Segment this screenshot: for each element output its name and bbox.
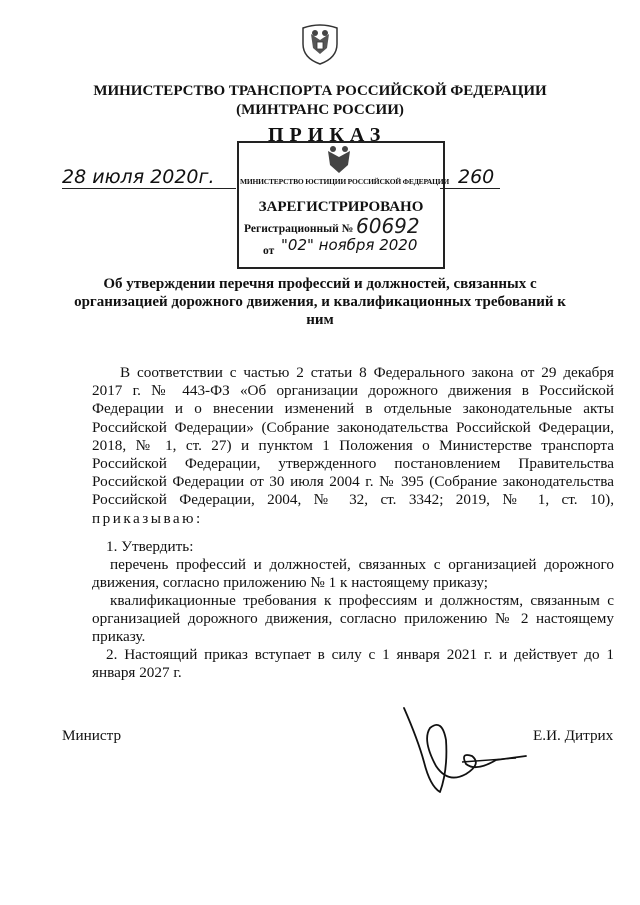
item-1-heading: 1. Утвердить: [106,538,194,555]
coat-of-arms-icon [297,20,343,66]
order-number: 260 [458,166,495,188]
stamp-reg-date: "02" ноября 2020 [281,236,418,254]
preamble-command: приказываю: [92,509,203,527]
order-date: 28 июля 2020г. [62,166,215,188]
preamble-text: В соответствии с частью 2 статьи 8 Федерального закона от 29 декабря 2017 г. № 443-ФЗ «Об организации дорожного движения в Российской Федерации и о внесении изменений в отдельные законодательные акты Российской Федерации» (Собрание законодательства Российской Федерации, 2018, № 1, ст. 27) и пунктом 1 Положения о Министерстве транспорта Российской Федерации, утвержденного постановлением Правительства Российской Федерации от 30 июля 2004 г. № 395 (Собрание законодательства Российской Федерации, 2004, № 32, ст. 3342; 2019, № 1, ст. 10), [92,364,614,509]
date-underline [62,188,236,189]
stamp-organization: МИНИСТЕРСТВО ЮСТИЦИИ РОССИЙСКОЙ ФЕДЕРАЦИИ [240,177,449,186]
stamp-emblem-icon [318,141,360,179]
signature-icon [396,700,532,796]
signatory-position: Министр [62,727,122,744]
item-1-list-entry: перечень профессий и должностей, связанных с организацией дорожного движения, согласно приложению № 1 к настоящему приказу; [92,556,614,592]
ministry-short-name: (МИНТРАНС РОССИИ) [236,102,404,118]
signatory-name: Е.И. Дитрих [533,727,614,744]
stamp-registered-label: ЗАРЕГИСТРИРОВАНО [258,199,424,215]
item-1-list-entry: квалификационные требования к профессиям и должностям, связанным с организацией дорожного движения, согласно приложению № 2 настоящему приказу. [92,592,614,646]
document-title: Об утверждении перечня профессий и должностей, связанных с организацией дорожного движения, и квалификационных требований к ним [74,276,566,328]
stamp-date-label: от [263,245,275,257]
item-2-paragraph: 2. Настоящий приказ вступает в силу с 1 января 2021 г. и действует до 1 января 2027 г. [92,646,614,682]
number-underline [440,188,500,189]
stamp-reg-number-label: Регистрационный № [244,223,354,235]
document-type: ПРИКАЗ [268,124,387,146]
preamble-paragraph [92,364,614,528]
stamp-reg-number: 60692 [356,214,420,238]
ministry-name: МИНИСТЕРСТВО ТРАНСПОРТА РОССИЙСКОЙ ФЕДЕРАЦИИ [93,83,547,99]
